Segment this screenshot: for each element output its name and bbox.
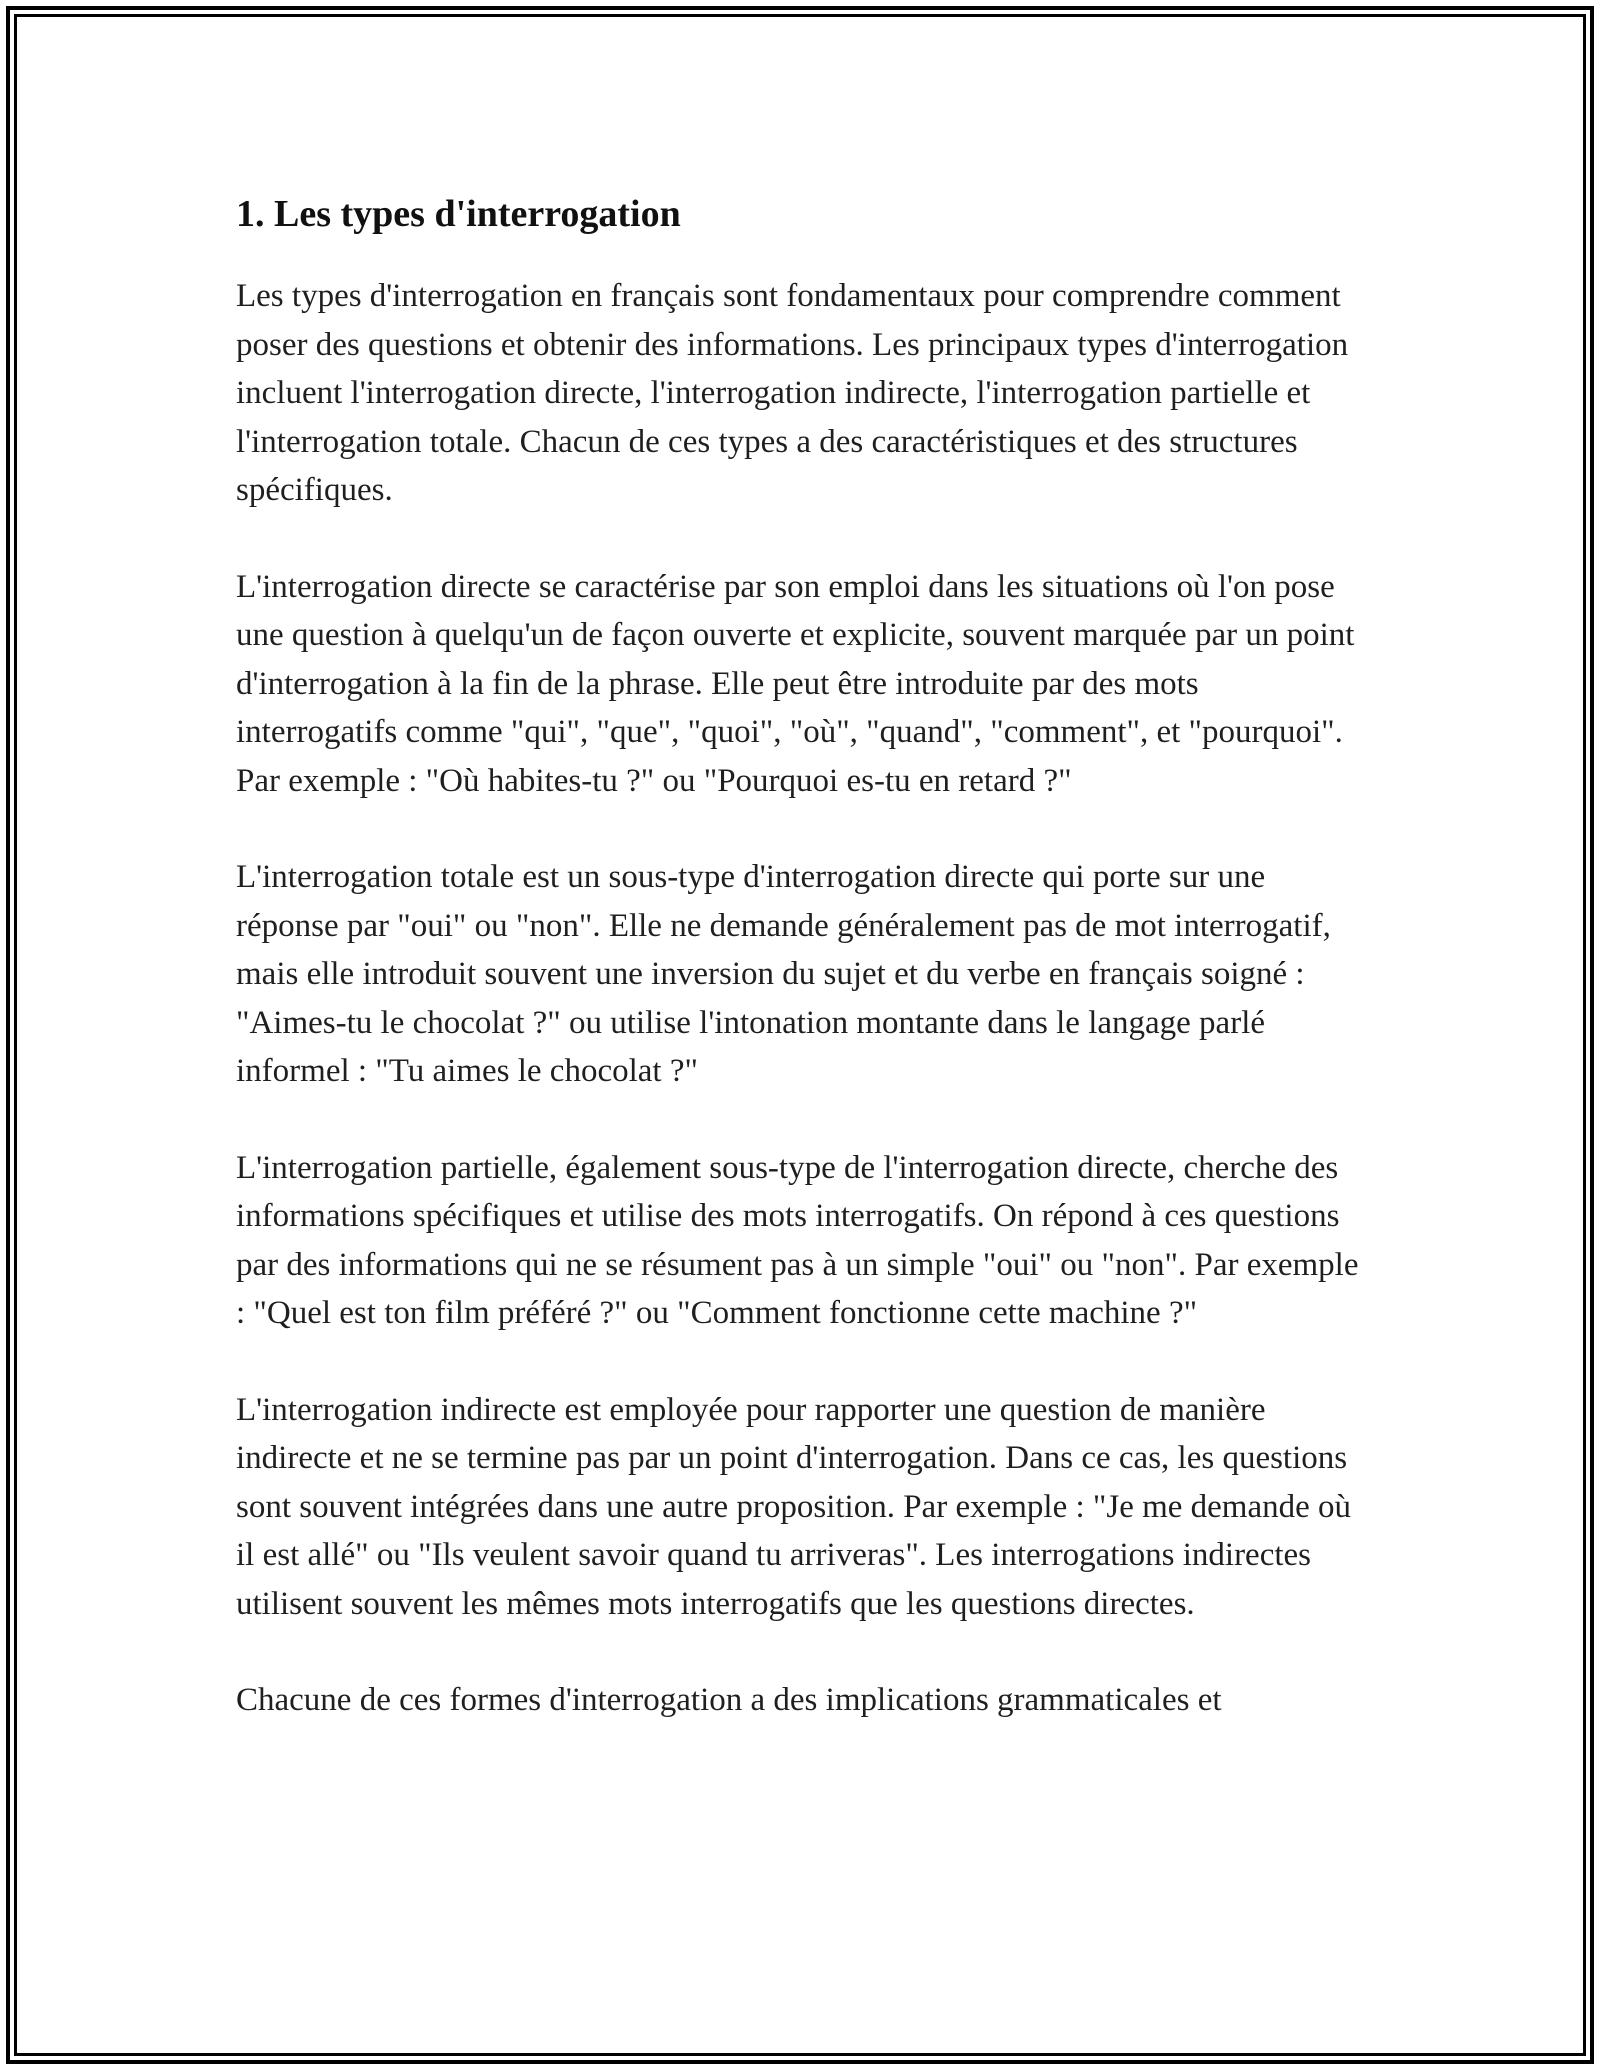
paragraph-intro: Les types d'interrogation en français sont fondamentaux pour comprendre comment poser des questions et obtenir des informations. Les principaux types d'interrogation incluent l'interrogation directe, l'interrogation indirecte, l'interrogation partielle et l'interrogation totale. Chacun de ces types a des caractéristiques et des structures spécifiques. [236, 278, 1349, 508]
paragraph-indirect-interrogation: L'interrogation indirecte est employée pour rapporter une question de manière indirecte et ne se termine pas par un point d'interrogation. Dans ce cas, les questions sont souvent intégrées dans une autre proposition. Par exemple : "Je me demande où il est allé" ou "Ils veulent savoir quand tu arriveras". Les interrogations indirectes utilisent souvent les mêmes mots interrogatifs que les questions directes. [236, 1391, 1352, 1622]
paragraph-partial-interrogation: L'interrogation partielle, également sous-type de l'interrogation directe, cherche des informations spécifiques et utilise des mots interrogatifs. On répond à ces questions par des informations qui ne se résument pas à un simple "oui" ou "non". Par exemple : "Quel est ton film préféré ?" ou "Comment fonctionne cette machine ?" [236, 1149, 1359, 1331]
paragraph-direct-interrogation: L'interrogation directe se caractérise par son emploi dans les situations où l'on pose une question à quelqu'un de façon ouverte et explicite, souvent marquée par un point d'interrogation à la fin de la phrase. Elle peut être introduite par des mots interrogatifs comme "qui", "que", "quoi", "où", "quand", "comment", et "pourquoi". Par exemple : "Où habites-tu ?" ou "Pourquoi es-tu en retard ?" [236, 568, 1355, 799]
paragraph-conclusion: Chacune de ces formes d'interrogation a des implications grammaticales et [236, 1682, 1222, 1718]
paragraph-total-interrogation: L'interrogation totale est un sous-type d'interrogation directe qui porte sur une réponse par "oui" ou "non". Elle ne demande généralement pas de mot interrogatif, mais elle introduit souvent une inversion du sujet et du verbe en français soigné : "Aimes-tu le chocolat ?" ou utilise l'intonation montante dans le langage parlé informel : "Tu aimes le chocolat ?" [236, 859, 1331, 1089]
section-heading: 1. Les types d'interrogation [236, 193, 681, 235]
document-body [236, 186, 1366, 1773]
